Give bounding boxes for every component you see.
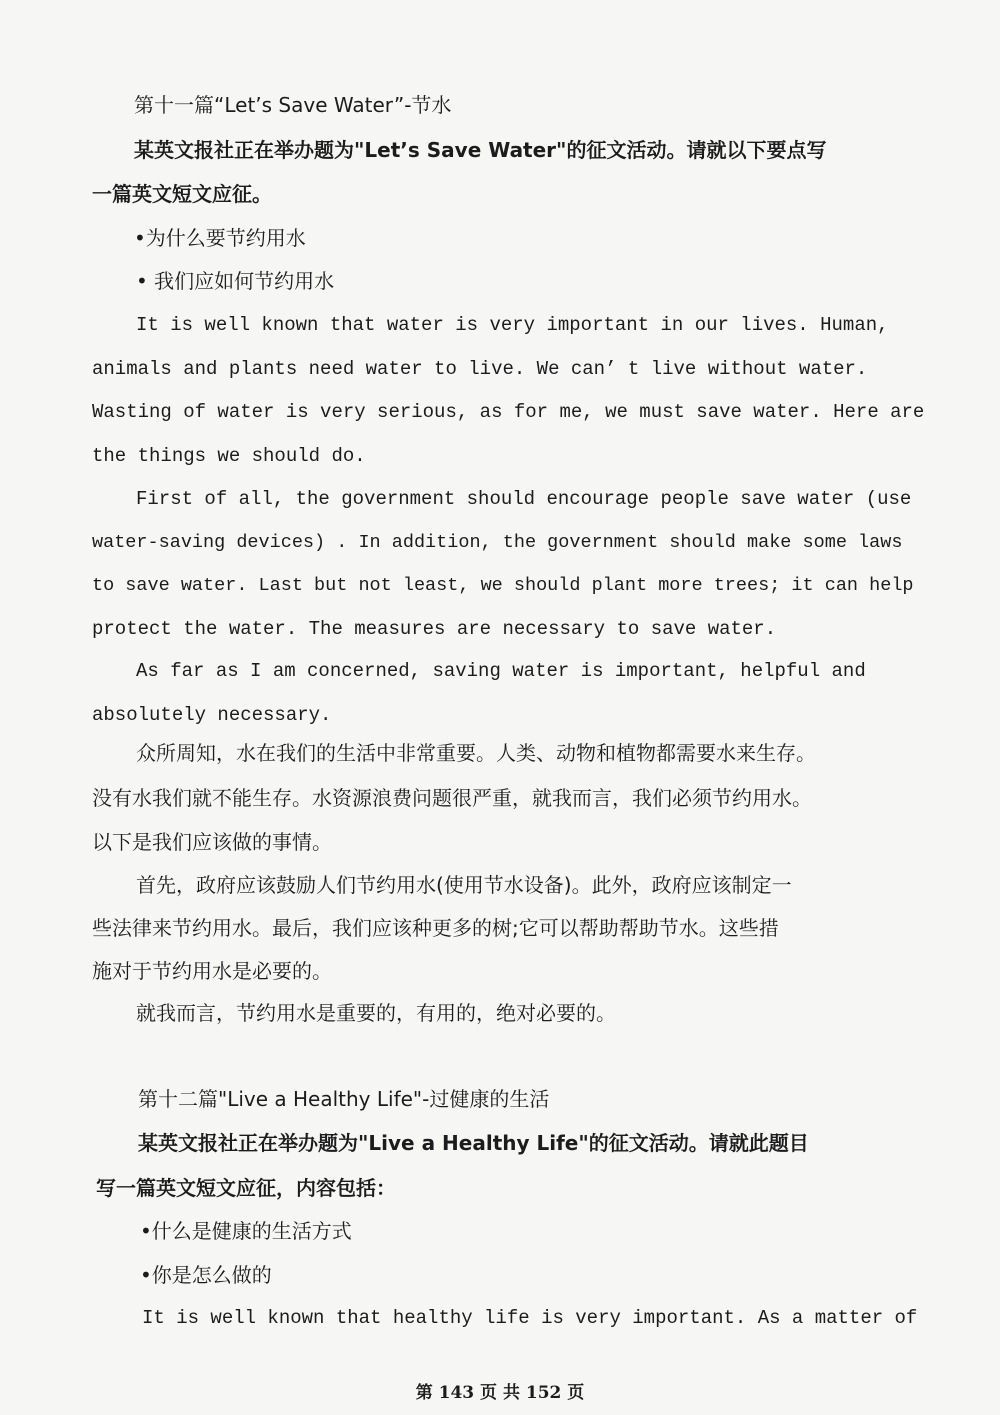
- essay-11-prompt-line: 某英文报社正在举办题为"Let’s Save Water"的征文活动。请就以下要点写: [134, 138, 827, 162]
- essay-12-prompt-line: 某英文报社正在举办题为"Live a Healthy Life"的征文活动。请就此题目: [138, 1131, 809, 1155]
- essay-12-english-line: It is well known that healthy life is very important. As a matter of: [142, 1307, 918, 1329]
- essay-11-bullet: •为什么要节约用水: [134, 226, 306, 250]
- essay-11-english-line: water-saving devices) . In addition, the government should make some laws: [92, 532, 903, 553]
- page-number-footer: 第 143 页 共 152 页: [415, 1383, 585, 1403]
- essay-11-chinese-line: 就我而言，节约用水是重要的，有用的，绝对必要的。: [136, 1001, 616, 1025]
- essay-12-bullet: •什么是健康的生活方式: [140, 1219, 352, 1243]
- essay-12-title: 第十二篇"Live a Healthy Life"-过健康的生活: [138, 1087, 550, 1111]
- essay-11-chinese-line: 些法律来节约用水。最后，我们应该种更多的树;它可以帮助帮助节水。这些措: [92, 916, 779, 940]
- essay-11-english-line: animals and plants need water to live. We can’ t live without water.: [92, 358, 868, 380]
- essay-12-bullet: •你是怎么做的: [140, 1263, 272, 1287]
- essay-11-title: 第十一篇“Let’s Save Water”-节水: [134, 93, 452, 117]
- essay-11-english-line: First of all, the government should encourage people save water (use: [136, 488, 912, 510]
- essay-11-english-line: protect the water. The measures are necessary to save water.: [92, 618, 777, 640]
- essay-11-chinese-line: 众所周知，水在我们的生活中非常重要。人类、动物和植物都需要水来生存。: [136, 741, 816, 765]
- essay-11-prompt-line: 一篇英文短文应征。: [92, 182, 272, 206]
- essay-11-chinese-line: 没有水我们就不能生存。水资源浪费问题很严重，就我而言，我们必须节约用水。: [92, 786, 812, 810]
- essay-11-english-line: absolutely necessary.: [92, 704, 332, 726]
- essay-11-english-line: to save water. Last but not least, we should plant more trees; it can help: [92, 575, 914, 596]
- essay-11-english-line: the things we should do.: [92, 445, 366, 467]
- essay-11-chinese-line: 施对于节约用水是必要的。: [92, 959, 332, 983]
- essay-11-english-line: As far as I am concerned, saving water is important, helpful and: [136, 660, 866, 682]
- essay-12-prompt-line: 写一篇英文短文应征，内容包括：: [96, 1176, 396, 1200]
- essay-11-chinese-line: 以下是我们应该做的事情。: [92, 830, 332, 854]
- essay-11-english-line: Wasting of water is very serious, as for me, we must save water. Here are: [92, 401, 925, 423]
- essay-11-bullet: • 我们应如何节约用水: [136, 269, 335, 293]
- essay-11-english-line: It is well known that water is very important in our lives. Human,: [136, 314, 889, 336]
- essay-11-chinese-line: 首先，政府应该鼓励人们节约用水(使用节水设备)。此外，政府应该制定一: [136, 873, 792, 897]
